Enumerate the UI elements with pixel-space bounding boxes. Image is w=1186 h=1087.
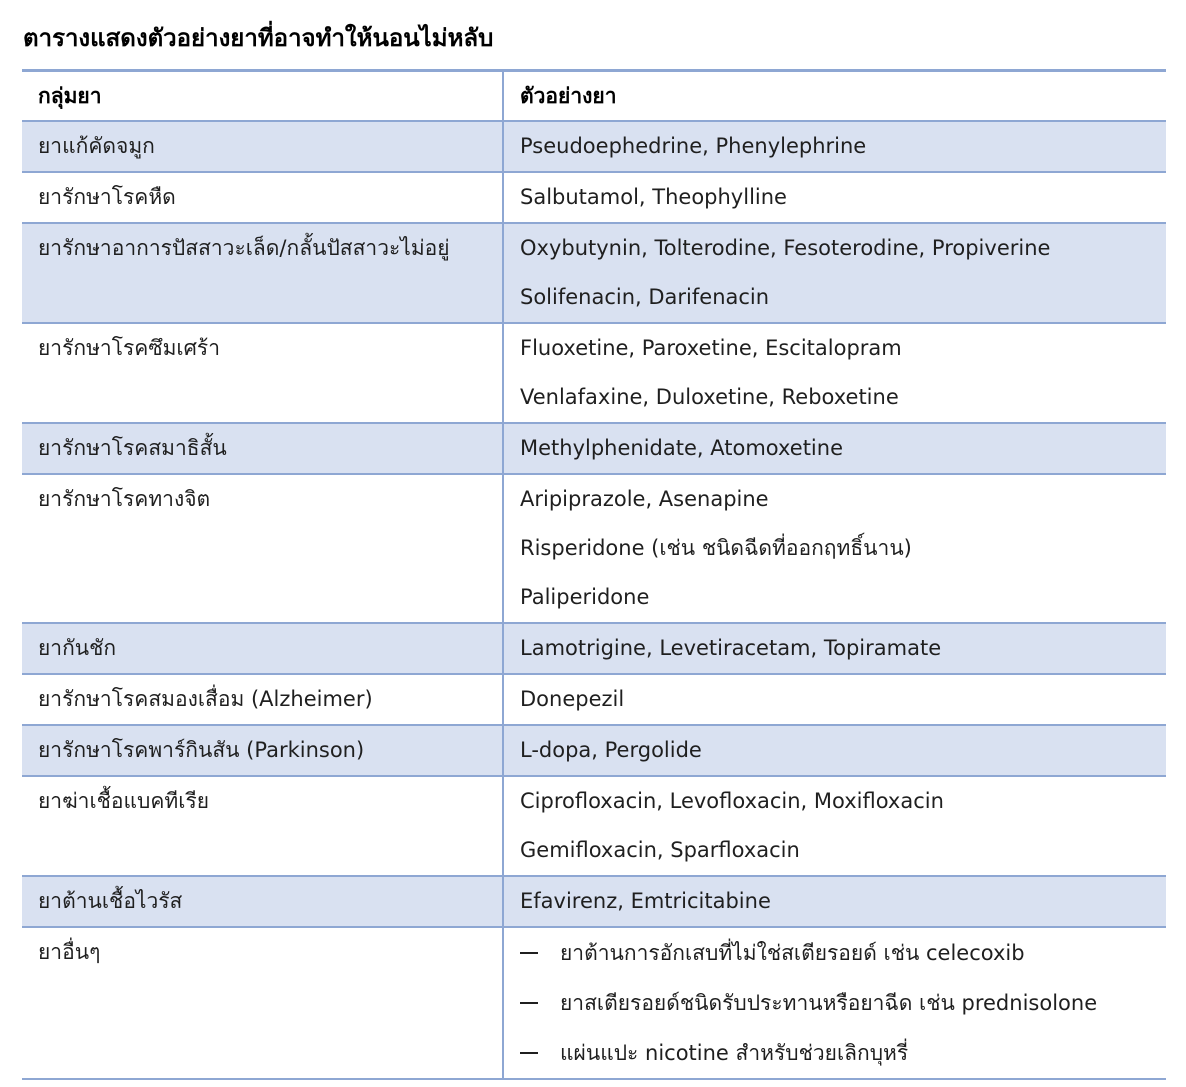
examples-cell (504, 424, 1166, 473)
drug-group-name: ยาอื่นๆ (38, 940, 101, 964)
examples-cell (504, 173, 1166, 222)
table-body (22, 122, 1166, 1080)
group-cell (22, 224, 504, 322)
drug-example-line: L-dopa, Pergolide (520, 738, 702, 762)
table-row (22, 928, 1166, 1080)
table-row (22, 424, 1166, 475)
drug-example-line: Risperidone (เช่น ชนิดฉีดที่ออกฤทธิ์นาน) (520, 536, 912, 560)
dash-bullet-icon (520, 952, 538, 954)
header-label: ตัวอย่างยา (520, 84, 617, 108)
bullet-text: ยาต้านการอักเสบที่ไม่ใช่สเตียรอยด์ เช่น celecoxib (560, 940, 1025, 965)
drug-example-line: Oxybutynin, Tolterodine, Fesoterodine, Propiverine (520, 236, 1051, 260)
group-cell (22, 624, 504, 673)
group-cell (22, 324, 504, 422)
drug-example-line: Pseudoephedrine, Phenylephrine (520, 134, 867, 158)
drug-group-name: ยาแก้คัดจมูก (38, 134, 155, 158)
group-cell (22, 173, 504, 222)
bullet-item (520, 978, 1158, 1028)
bullet-text: ยาสเตียรอยด์ชนิดรับประทานหรือยาฉีด เช่น prednisolone (560, 990, 1098, 1015)
group-cell (22, 122, 504, 171)
drug-example-line: Salbutamol, Theophylline (520, 185, 787, 209)
page-title: ตารางแสดงตัวอย่างยาที่อาจทำให้นอนไม่หลับ (23, 24, 494, 52)
bullet-item (520, 928, 1158, 978)
table-row (22, 777, 1166, 877)
examples-cell (504, 675, 1166, 724)
table-row (22, 624, 1166, 675)
examples-cell (504, 122, 1166, 171)
drug-example-line: Ciprofloxacin, Levofloxacin, Moxifloxacin (520, 789, 944, 813)
examples-cell (504, 624, 1166, 673)
drug-group-name: ยารักษาโรคหืด (38, 185, 176, 209)
drug-group-name: ยากันชัก (38, 636, 117, 660)
drug-example-line: Gemifloxacin, Sparfloxacin (520, 838, 800, 862)
group-cell (22, 726, 504, 775)
group-cell (22, 675, 504, 724)
table-row (22, 877, 1166, 928)
header-cell-examples (504, 72, 1166, 120)
drug-example-line: Efavirenz, Emtricitabine (520, 889, 771, 913)
bullet-item (520, 1028, 1158, 1078)
drug-example-line: Paliperidone (520, 585, 650, 609)
group-cell (22, 475, 504, 622)
drug-example-line: Donepezil (520, 687, 625, 711)
examples-cell (504, 475, 1166, 622)
table-row (22, 475, 1166, 624)
table-row (22, 173, 1166, 224)
header-cell-group (22, 72, 504, 120)
group-cell (22, 777, 504, 875)
dash-bullet-icon (520, 1002, 538, 1004)
drug-example-line: Lamotrigine, Levetiracetam, Topiramate (520, 636, 942, 660)
header-label: กลุ่มยา (38, 84, 102, 108)
table-row (22, 675, 1166, 726)
drug-example-line: Fluoxetine, Paroxetine, Escitalopram (520, 336, 902, 360)
drug-group-name: ยารักษาโรคซึมเศร้า (38, 336, 221, 360)
drug-example-line: Aripiprazole, Asenapine (520, 487, 769, 511)
bullet-text: แผ่นแปะ nicotine สำหรับช่วยเลิกบุหรี่ (560, 1040, 909, 1065)
examples-cell (504, 324, 1166, 422)
examples-cell (504, 726, 1166, 775)
drug-group-name: ยาฆ่าเชื้อแบคทีเรีย (38, 789, 210, 813)
drug-group-name: ยารักษาอาการปัสสาวะเล็ด/กลั้นปัสสาวะไม่อยู่ (38, 236, 450, 260)
examples-cell (504, 928, 1166, 1078)
table-header-row (22, 72, 1166, 122)
table-row (22, 122, 1166, 173)
examples-cell (504, 877, 1166, 926)
drug-example-line: Venlafaxine, Duloxetine, Reboxetine (520, 385, 899, 409)
drug-group-name: ยารักษาโรคทางจิต (38, 487, 211, 511)
drug-example-line: Solifenacin, Darifenacin (520, 285, 770, 309)
table-row (22, 324, 1166, 424)
table-row (22, 726, 1166, 777)
dash-bullet-icon (520, 1052, 538, 1054)
examples-cell (504, 777, 1166, 875)
drug-group-name: ยารักษาโรคสมองเสื่อม (Alzheimer) (38, 687, 373, 711)
examples-cell (504, 224, 1166, 322)
table-row (22, 224, 1166, 324)
group-cell (22, 928, 504, 1078)
drug-example-line: Methylphenidate, Atomoxetine (520, 436, 843, 460)
group-cell (22, 424, 504, 473)
group-cell (22, 877, 504, 926)
drug-group-name: ยาต้านเชื้อไวรัส (38, 889, 183, 913)
drug-group-name: ยารักษาโรคสมาธิสั้น (38, 436, 227, 460)
drug-table (22, 69, 1166, 1080)
drug-group-name: ยารักษาโรคพาร์กินสัน (Parkinson) (38, 738, 365, 762)
